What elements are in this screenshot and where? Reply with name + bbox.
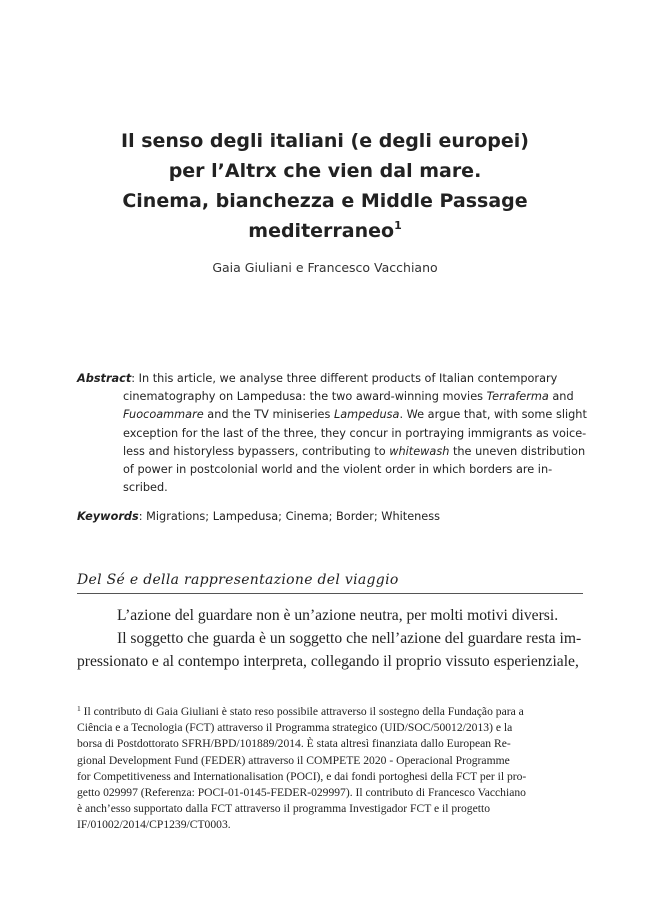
footnote-mark: 1: [77, 704, 81, 713]
abstract-line-7: scribed.: [123, 481, 168, 495]
abstract-lampedusa: Lampedusa: [333, 408, 400, 422]
footnote-line-4: gional Development Fund (FEDER) attraverso il COMPETE 2020 - Operacional Programme: [77, 753, 510, 767]
abstract-line-3: [77, 406, 587, 424]
abstract-terraferma: Terraferma: [486, 390, 549, 404]
abstract-text-3-end: . We argue that, with some slight: [399, 408, 587, 422]
abstract-text-5-end: the uneven distribution: [449, 444, 586, 458]
abstract: [77, 370, 587, 497]
footnote-line-5: for Competitiveness and Internationalisation (POCI), e dai fondi portoghesi della FCT per il pro-: [77, 769, 527, 783]
body-paragraph-2-line-1: Il soggetto che guarda è un soggetto che nell’azione del guardare resta im-: [117, 630, 582, 647]
abstract-line-1: [77, 370, 583, 388]
abstract-label: Abstract: [77, 372, 132, 385]
keywords-label: Keywords: [77, 510, 139, 523]
abstract-whitewash: whitewash: [389, 444, 450, 458]
footnote-line-3: borsa di Postdottorato SFRH/BPD/101889/2014. È stata altresì finanziata dallo European Re-: [77, 737, 511, 751]
body-text: [77, 604, 583, 673]
abstract-line-5: [77, 443, 586, 461]
title-line-2: per l’Altrx che vien dal mare.: [168, 160, 482, 182]
abstract-line-2: [77, 388, 583, 406]
section-heading: Del Sé e della rappresentazione del viaggio: [77, 572, 399, 588]
keywords-text: : Migrations; Lampedusa; Cinema; Border; Whiteness: [138, 510, 441, 523]
abstract-text-3: and the TV miniseries: [203, 408, 334, 422]
footnote: [77, 704, 583, 834]
abstract-line-4: exception for the last of the three, they concur in portraying immigrants as voice-: [123, 426, 587, 440]
footnote-text-1: Il contributo di Gaia Giuliani è stato reso possibile attraverso il sostegno della Fundação para a: [80, 705, 524, 718]
body-paragraph-1: L’azione del guardare non è un’azione neutra, per molti motivi diversi.: [117, 607, 559, 624]
abstract-text-2: cinematography on Lampedusa: the two award-winning movies: [123, 390, 487, 404]
footnote-line-1: [77, 704, 583, 720]
title-line-3: Cinema, bianchezza e Middle Passage: [122, 190, 528, 212]
abstract-text-5: less and historyless bypassers, contributing to: [123, 444, 390, 458]
footnote-line-6: getto 029997 (Referenza: POCI-01-0145-FEDER-029997). Il contributo di Francesco Vacchiano: [77, 786, 526, 800]
abstract-fuocoammare: Fuocoammare: [123, 408, 204, 422]
abstract-line-6: of power in postcolonial world and the violent order in which borders are in-: [123, 463, 553, 477]
title-line-4-text: mediterraneo: [248, 220, 395, 242]
body-paragraph-2-line-2: pressionato e al contempo interpreta, collegando il proprio vissuto esperienziale,: [77, 653, 579, 670]
footnote-line-2: Ciência e a Tecnologia (FCT) attraverso il Programma strategico (UID/SOC/50012/2013) e la: [77, 721, 513, 735]
article-title: [60, 126, 590, 246]
title-line-1: Il senso degli italiani (e degli europei): [121, 130, 529, 152]
abstract-text-1: : In this article, we analyse three different products of Italian contemporary: [131, 372, 558, 385]
keywords: [77, 508, 583, 526]
section-divider: [77, 593, 583, 594]
title-footnote-link[interactable]: 1: [394, 219, 402, 232]
title-line-4: [60, 216, 590, 246]
footnote-line-8: IF/01002/2014/CP1239/CT0003.: [77, 818, 231, 832]
footnote-line-7: è anch’esso supportato dalla FCT attraverso il programma Investigador FCT e il progetto: [77, 802, 490, 816]
abstract-text-2-end: and: [548, 390, 574, 404]
authors: Gaia Giuliani e Francesco Vacchiano: [212, 260, 438, 275]
